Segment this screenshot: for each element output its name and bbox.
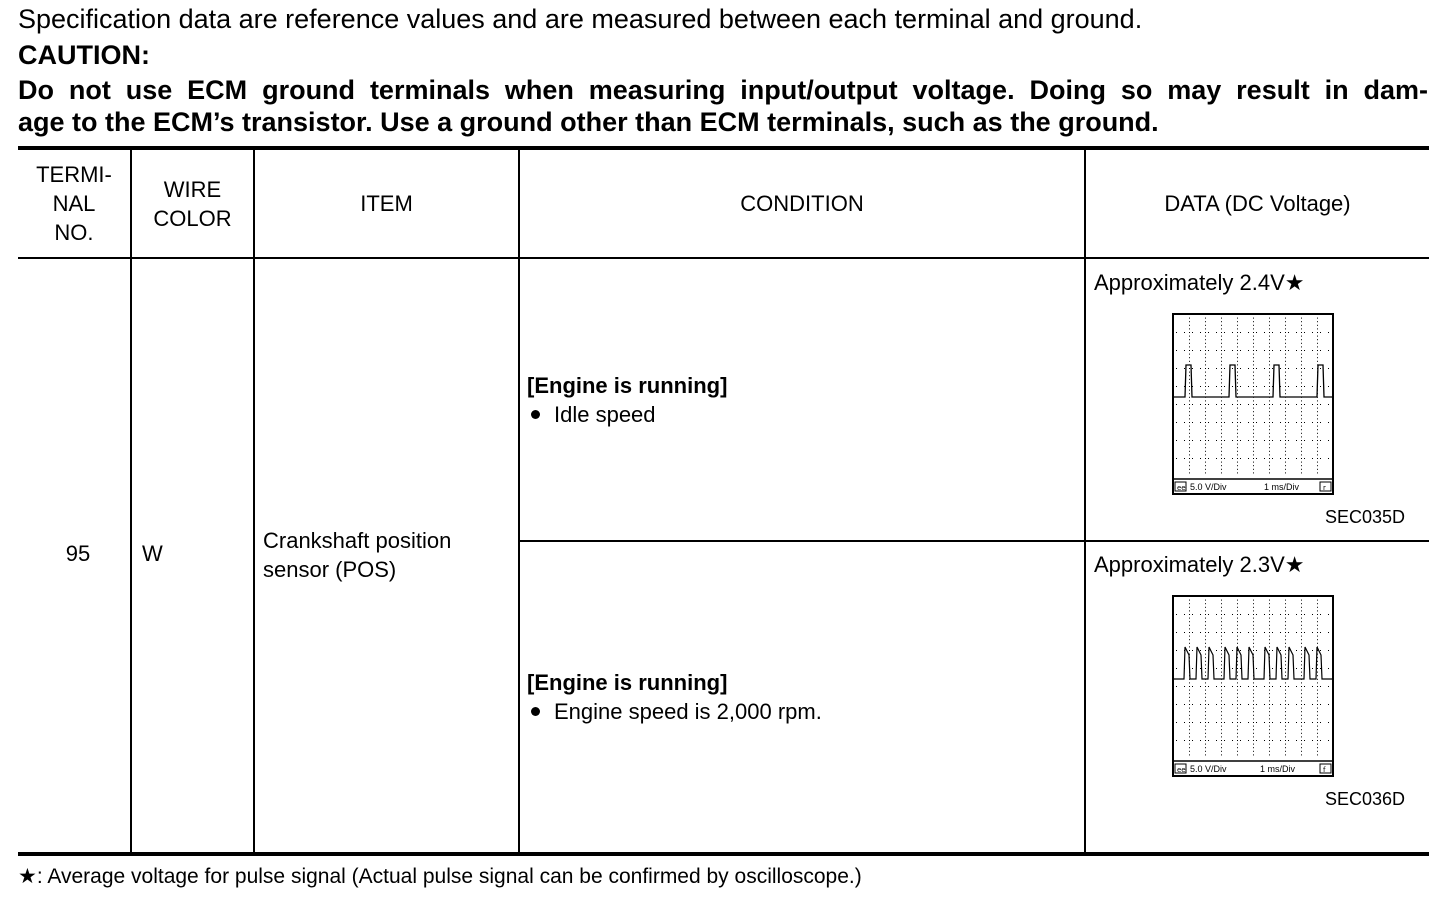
svg-text:f: f — [1323, 766, 1326, 774]
bullet-icon — [531, 707, 540, 716]
caution-heading: CAUTION: — [18, 40, 150, 70]
header-terminal-line-3: NO. — [54, 220, 94, 245]
oscilloscope-waveform-2000rpm — [1172, 595, 1334, 777]
footnote: ★: Average voltage for pulse signal (Actual pulse signal can be confirmed by oscilloscope.) — [18, 865, 862, 888]
header-bottom-rule — [18, 257, 1429, 259]
condition-idle — [527, 371, 727, 429]
terminal-table — [18, 146, 1429, 856]
header-wire-line-1: WIRE — [163, 176, 222, 202]
caution-body — [18, 74, 1428, 138]
wire-color: W — [142, 541, 163, 566]
condition-title: [Engine is running] — [527, 670, 728, 695]
scope-time-label: 1 ms/Div — [1260, 764, 1296, 774]
header-condition: CONDITION — [740, 190, 864, 216]
table-bottom-rule — [18, 852, 1429, 856]
condition-bullet-text: Engine speed is 2,000 rpm. — [554, 699, 822, 724]
header-terminal-line-2: NAL — [52, 191, 96, 216]
oscilloscope-waveform-idle — [1172, 313, 1334, 495]
svg-text:ee: ee — [1177, 766, 1186, 774]
caution-line-1: Do not use ECM ground terminals when measuring input/output voltage. Doing so may result in dam- — [18, 75, 1428, 105]
scope-volt-label: 5.0 V/Div — [1190, 482, 1227, 492]
intro-text: Specification data are reference values and are measured between each terminal and ground. — [18, 4, 1143, 34]
condition-title: [Engine is running] — [527, 373, 728, 398]
figure-id-2000rpm: SEC036D — [1325, 789, 1406, 809]
condition-bullet-text: Idle speed — [554, 402, 656, 427]
data-value-idle: Approximately 2.4V★ — [1094, 270, 1305, 295]
svg-text:r: r — [1323, 484, 1326, 492]
header-terminal-no — [18, 150, 130, 257]
scope-time-label: 1 ms/Div — [1264, 482, 1300, 492]
header-wire-color — [132, 150, 253, 257]
data-value-2000rpm: Approximately 2.3V★ — [1094, 552, 1305, 577]
terminal-number: 95 — [65, 541, 91, 566]
condition-bullet-item — [527, 400, 727, 429]
header-data: DATA (DC Voltage) — [1164, 190, 1351, 216]
header-wire-line-2: COLOR — [153, 205, 232, 231]
scope-volt-label: 5.0 V/Div — [1190, 764, 1227, 774]
condition-2000rpm — [527, 668, 822, 726]
caution-line-2: age to the ECM’s transistor. Use a ground other than ECM terminals, such as the ground. — [18, 107, 1159, 137]
item-line-1: Crankshaft position — [263, 528, 452, 553]
bullet-icon — [531, 410, 540, 419]
condition-divider-rule — [519, 540, 1429, 542]
header-terminal-line-1: TERMI- — [36, 162, 112, 187]
item-name — [263, 526, 451, 584]
svg-text:ee: ee — [1177, 484, 1186, 492]
condition-bullet-item — [527, 697, 822, 726]
figure-id-idle: SEC035D — [1325, 507, 1406, 527]
item-line-2: sensor (POS) — [263, 557, 397, 582]
header-item: ITEM — [360, 190, 413, 216]
